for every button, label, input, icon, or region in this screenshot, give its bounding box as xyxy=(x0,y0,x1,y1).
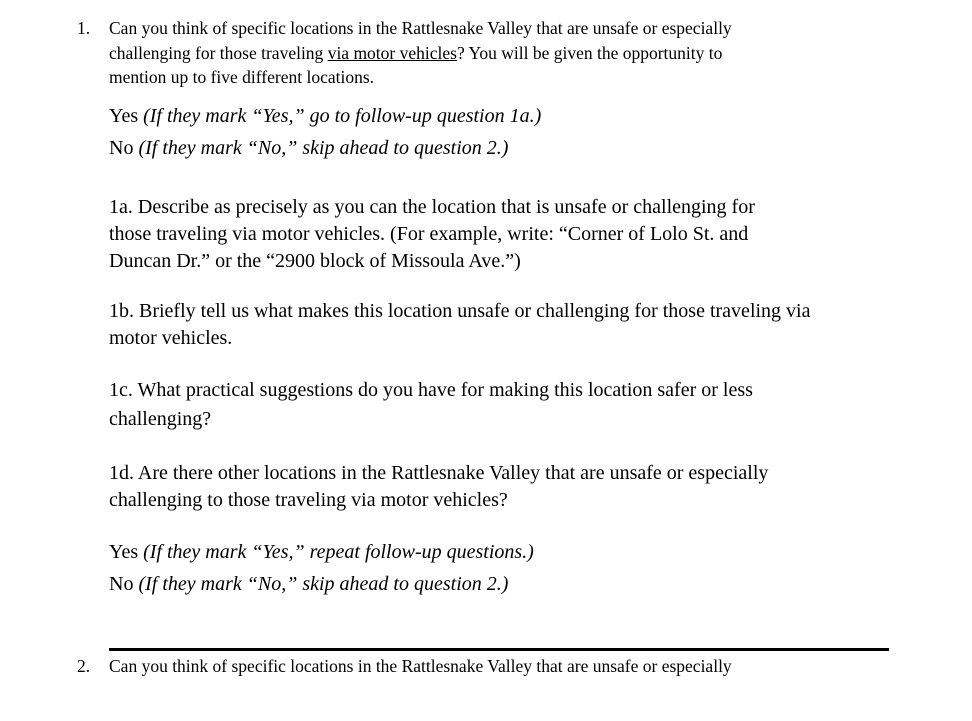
followup-1c-line-2: challenging? xyxy=(109,408,212,430)
option-yes-instruction: (If they mark “Yes,” go to follow-up question 1a.) xyxy=(143,105,542,127)
question-2-text xyxy=(109,654,869,679)
followup-1c-line-1: 1c. What practical suggestions do you have for making this location safer or less xyxy=(109,379,753,401)
followup-1d-line-1: 1d. Are there other locations in the Rattlesnake Valley that are unsafe or especially xyxy=(109,462,769,484)
option-yes xyxy=(109,100,541,132)
followup-1b xyxy=(109,298,810,352)
followup-1d xyxy=(109,460,768,514)
followup-option-yes-label: Yes xyxy=(109,541,144,563)
section-divider xyxy=(109,648,889,651)
question-1-line-2 xyxy=(109,41,869,66)
option-yes-label: Yes xyxy=(109,105,144,127)
followup-option-no xyxy=(109,568,534,600)
followup-1a-line-1: 1a. Describe as precisely as you can the location that is unsafe or challenging for xyxy=(109,196,755,218)
question-2-number: 2. xyxy=(77,656,91,676)
option-no-instruction: (If they mark “No,” skip ahead to question 2.) xyxy=(138,137,509,159)
followup-1a xyxy=(109,194,755,275)
followup-option-yes xyxy=(109,536,534,568)
via-motor-vehicles-underlined: via motor vehicles xyxy=(327,42,457,63)
followup-option-no-instruction: (If they mark “No,” skip ahead to question 2.) xyxy=(138,573,509,595)
question-2-line-1: Can you think of specific locations in the Rattlesnake Valley that are unsafe or especially xyxy=(109,656,732,676)
question-1-number: 1. xyxy=(77,18,91,38)
question-1-options xyxy=(109,100,541,164)
question-1-line-2-pre: challenging for those traveling xyxy=(109,42,328,63)
followup-option-yes-instruction: (If they mark “Yes,” repeat follow-up questions.) xyxy=(143,541,534,563)
question-1-line-2-post: ? You will be given the opportunity to xyxy=(456,42,723,63)
option-no xyxy=(109,132,541,164)
question-1-text xyxy=(109,16,869,90)
followup-1b-line-2: motor vehicles. xyxy=(109,327,233,349)
followup-1c xyxy=(109,377,753,433)
followup-options xyxy=(109,536,534,600)
followup-1d-line-2: challenging to those traveling via motor vehicles? xyxy=(109,489,508,511)
followup-option-no-label: No xyxy=(109,573,139,595)
followup-1a-line-2: those traveling via motor vehicles. (For example, write: “Corner of Lolo St. and xyxy=(109,223,749,245)
option-no-label: No xyxy=(109,137,139,159)
question-1-line-1: Can you think of specific locations in the Rattlesnake Valley that are unsafe or especially xyxy=(109,18,732,38)
question-1-line-3: mention up to five different locations. xyxy=(109,67,375,87)
followup-1b-line-1: 1b. Briefly tell us what makes this location unsafe or challenging for those traveling via xyxy=(109,300,811,322)
followup-1a-line-3: Duncan Dr.” or the “2900 block of Missoula Ave.”) xyxy=(109,250,521,272)
